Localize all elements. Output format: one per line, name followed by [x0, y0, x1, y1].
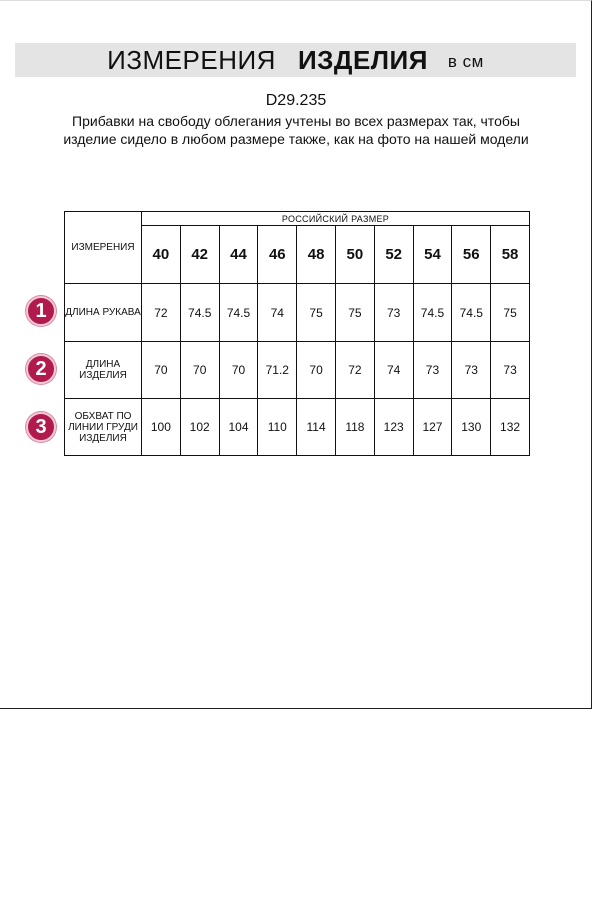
value-cell: 70 [142, 342, 181, 399]
table-row [65, 284, 530, 342]
size-cell: 50 [335, 226, 374, 284]
table-header-row [65, 212, 530, 226]
value-cell: 132 [491, 399, 530, 456]
product-code: D29.235 [265, 92, 327, 109]
value-cell: 70 [180, 342, 219, 399]
title-part-2: ИЗДЕЛИЯ [297, 44, 428, 75]
row-badge-3: 3 [26, 412, 56, 442]
value-cell: 127 [413, 399, 452, 456]
row-label: ОБХВАТ ПО ЛИНИИ ГРУДИ ИЗДЕЛИЯ [65, 399, 142, 456]
value-cell: 102 [180, 399, 219, 456]
row-label: ДЛИНА ИЗДЕЛИЯ [65, 342, 142, 399]
value-cell: 75 [297, 284, 336, 342]
row-badge-1: 1 [26, 296, 56, 326]
value-cell: 123 [374, 399, 413, 456]
size-group-header: РОССИЙСКИЙ РАЗМЕР [142, 212, 530, 226]
value-cell: 74.5 [413, 284, 452, 342]
value-cell: 72 [335, 342, 374, 399]
value-cell: 71.2 [258, 342, 297, 399]
row-label: ДЛИНА РУКАВА [65, 284, 142, 342]
value-cell: 74.5 [219, 284, 258, 342]
size-cell: 44 [219, 226, 258, 284]
size-cell: 46 [258, 226, 297, 284]
size-cell: 54 [413, 226, 452, 284]
title-unit: в см [447, 52, 484, 71]
value-cell: 75 [335, 284, 374, 342]
value-cell: 73 [374, 284, 413, 342]
size-cell: 48 [297, 226, 336, 284]
value-cell: 104 [219, 399, 258, 456]
row-badge-2: 2 [26, 354, 56, 384]
header-band [15, 43, 576, 77]
value-cell: 130 [452, 399, 491, 456]
value-cell: 118 [335, 399, 374, 456]
table-row [65, 342, 530, 399]
value-cell: 70 [219, 342, 258, 399]
fit-note: Прибавки на свободу облегания учтены во всех размерах так, чтобы изделие сидело в любом размере также, как на фото на нашей модели [63, 113, 529, 147]
size-cell: 56 [452, 226, 491, 284]
corner-label: ИЗМЕРЕНИЯ [65, 212, 142, 284]
value-cell: 73 [452, 342, 491, 399]
size-cell: 52 [374, 226, 413, 284]
size-cell: 40 [142, 226, 181, 284]
value-cell: 114 [297, 399, 336, 456]
size-table [64, 211, 530, 456]
title-part-1: ИЗМЕРЕНИЯ [107, 44, 276, 75]
table-row [65, 399, 530, 456]
size-cell: 42 [180, 226, 219, 284]
value-cell: 100 [142, 399, 181, 456]
value-cell: 74.5 [452, 284, 491, 342]
size-cell: 58 [491, 226, 530, 284]
value-cell: 74 [374, 342, 413, 399]
value-cell: 74 [258, 284, 297, 342]
value-cell: 73 [491, 342, 530, 399]
value-cell: 70 [297, 342, 336, 399]
value-cell: 110 [258, 399, 297, 456]
value-cell: 74.5 [180, 284, 219, 342]
value-cell: 73 [413, 342, 452, 399]
value-cell: 75 [491, 284, 530, 342]
value-cell: 72 [142, 284, 181, 342]
